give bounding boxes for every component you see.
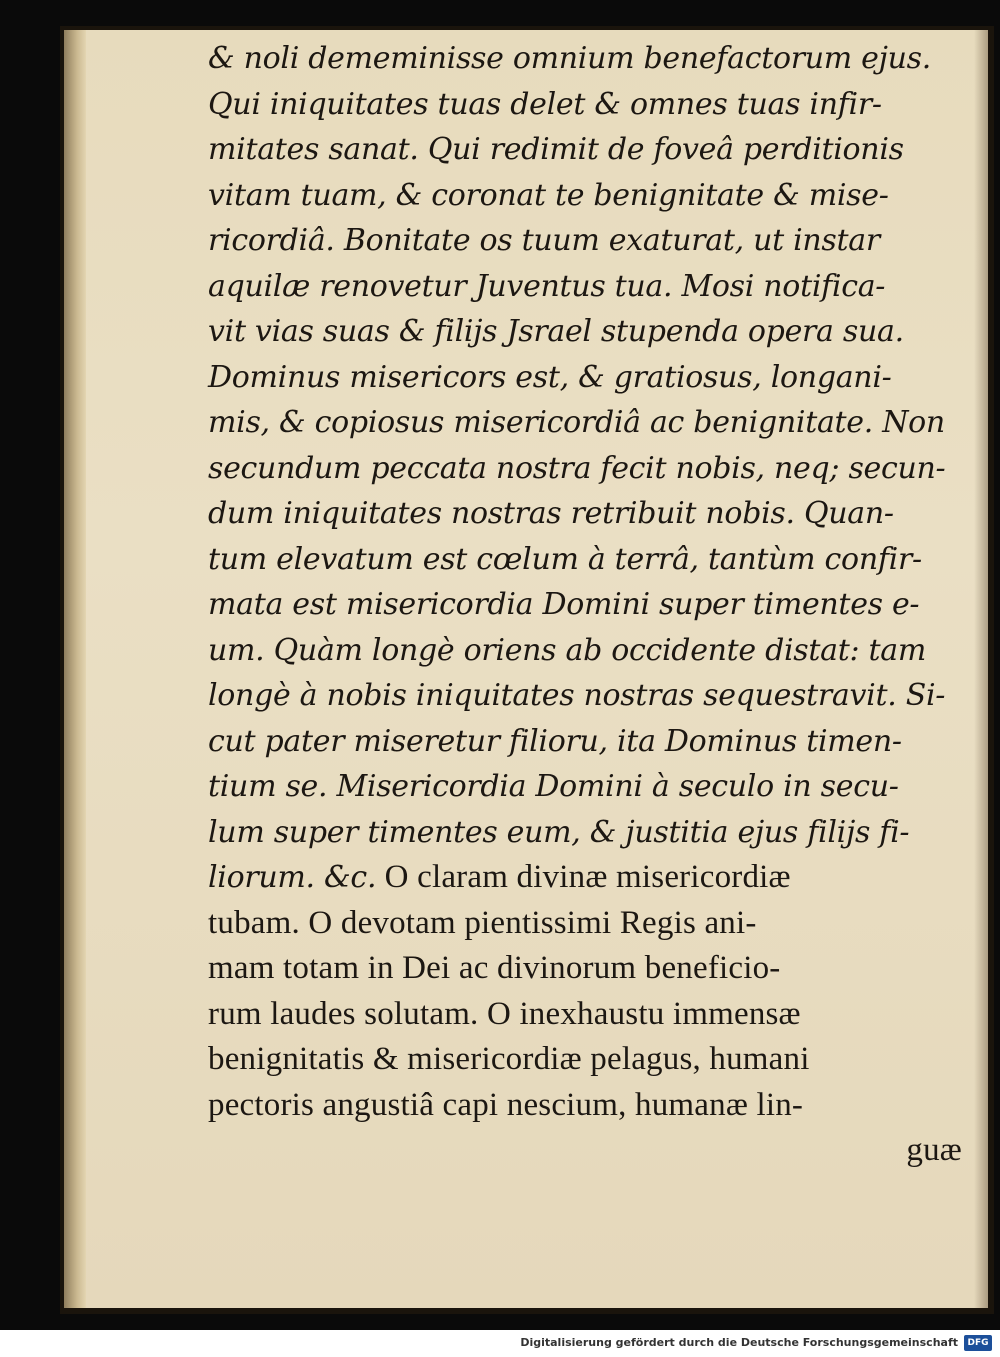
text-line: dum iniquitates nostras retribuit nobis. Quan- [208, 496, 894, 531]
text-line: vit vias suas & filijs Jsrael stupenda opera sua. [208, 314, 904, 349]
text-line: secundum peccata nostra fecit nobis, neq; secun- [208, 450, 946, 486]
text-line-roman-part: O claram divinæ misericordiæ [376, 859, 791, 895]
dfg-logo: DFG [964, 1335, 992, 1351]
text-line: benignitatis & misericordiæ pelagus, humani [208, 1041, 810, 1077]
text-line: um. Quàm longè oriens ab occidente distat: tam [208, 632, 927, 668]
digitization-footer [0, 1330, 1000, 1357]
page-gutter-edge [64, 30, 86, 1308]
text-line: tubam. O devotam pientissimi Regis ani- [208, 904, 757, 941]
text-line: mam totam in Dei ac divinorum beneficio- [208, 950, 781, 986]
text-line: pectoris angustiâ capi nescium, humanæ lin- [208, 1086, 804, 1123]
text-line-italic-part: liorum. &c. [208, 860, 377, 895]
text-line: Dominus misericors est, & gratiosus, longani- [208, 359, 892, 395]
catchword: guæ [906, 1132, 962, 1168]
text-line: mata est misericordia Domini super timentes e- [208, 587, 920, 622]
text-line: lum super timentes eum, & justitia ejus filijs fi- [208, 814, 910, 850]
text-line: rum laudes solutam. O inexhaustu immensæ [208, 995, 801, 1032]
text-line: cut pater miseretur filioru, ita Dominus timen- [208, 723, 902, 759]
text-line: Qui iniquitates tuas delet & omnes tuas infir- [208, 86, 882, 122]
text-line [208, 855, 968, 901]
text-line: mitates sanat. Qui redimit de foveâ perditionis [208, 132, 904, 167]
text-line: vitam tuam, & coronat te benignitate & mise- [208, 177, 889, 213]
text-line: aquilæ renovetur Juventus tua. Mosi notifica- [208, 268, 886, 304]
footer-credit: Digitalisierung gefördert durch die Deutsche Forschungsgemeinschaft [520, 1336, 958, 1349]
text-line: tium se. Misericordia Domini à seculo in secu- [208, 769, 899, 804]
text-line: tum elevatum est cœlum à terrâ, tantùm confir- [208, 541, 922, 577]
text-line: mis, & copiosus misericordiâ ac benignitate. Non [208, 405, 945, 440]
page-text-block [208, 36, 968, 1174]
text-line: ricordiâ. Bonitate os tuum exaturat, ut instar [208, 223, 880, 258]
text-line: longè à nobis iniquitates nostras sequestravit. Si- [208, 678, 946, 713]
text-line: & noli dememinisse omnium benefactorum ejus. [208, 41, 931, 76]
